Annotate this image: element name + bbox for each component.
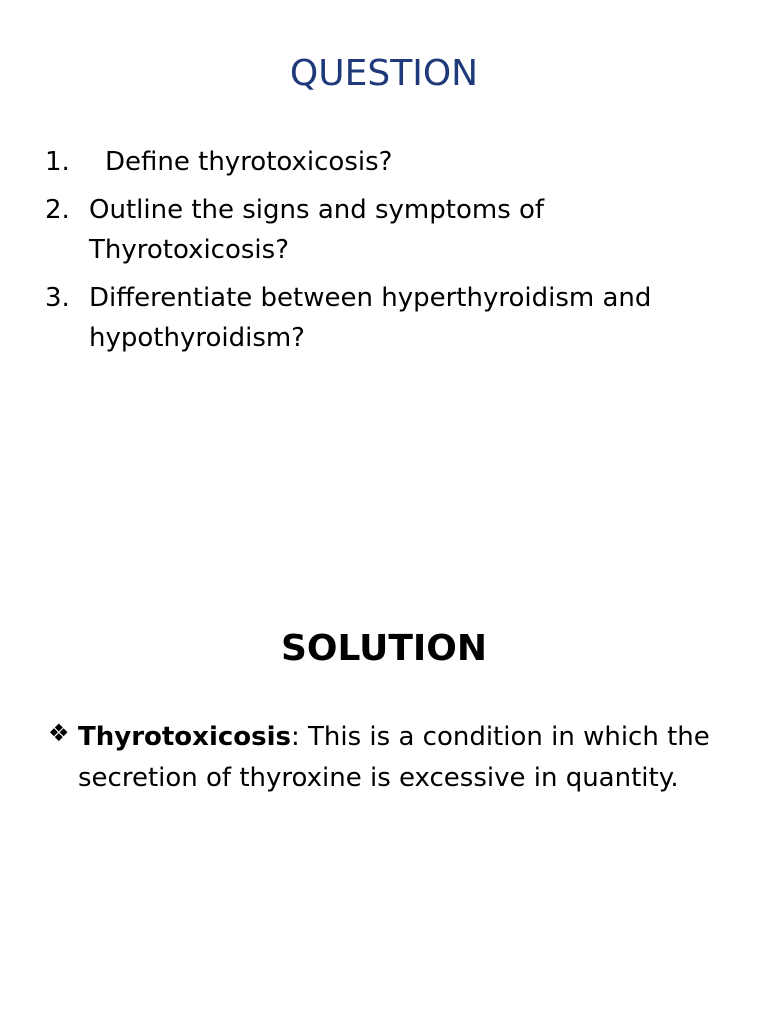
question-item-1 <box>45 142 735 182</box>
question-text: Define thyrotoxicosis? <box>105 147 393 177</box>
solution-text <box>48 717 738 799</box>
question-text: Outline the signs and symptoms of Thyrotoxicosis? <box>89 195 545 265</box>
solution-definition: : This is a condition in which the secretion of thyroxine is excessive in quantity. <box>78 722 710 793</box>
question-item-2 <box>45 190 735 270</box>
solution-paragraph <box>48 717 738 799</box>
diamond-bullet-icon: ❖ <box>48 719 70 747</box>
question-number: 3. <box>45 283 70 313</box>
question-number: 1. <box>45 147 70 177</box>
question-text: Differentiate between hyperthyroidism and hypothyroidism? <box>89 283 652 353</box>
question-heading: QUESTION <box>289 53 479 94</box>
solution-term: Thyrotoxicosis <box>78 722 291 752</box>
question-number: 2. <box>45 195 70 225</box>
question-item-3 <box>45 278 735 358</box>
question-list <box>45 142 735 366</box>
solution-heading: SOLUTION <box>280 628 488 669</box>
